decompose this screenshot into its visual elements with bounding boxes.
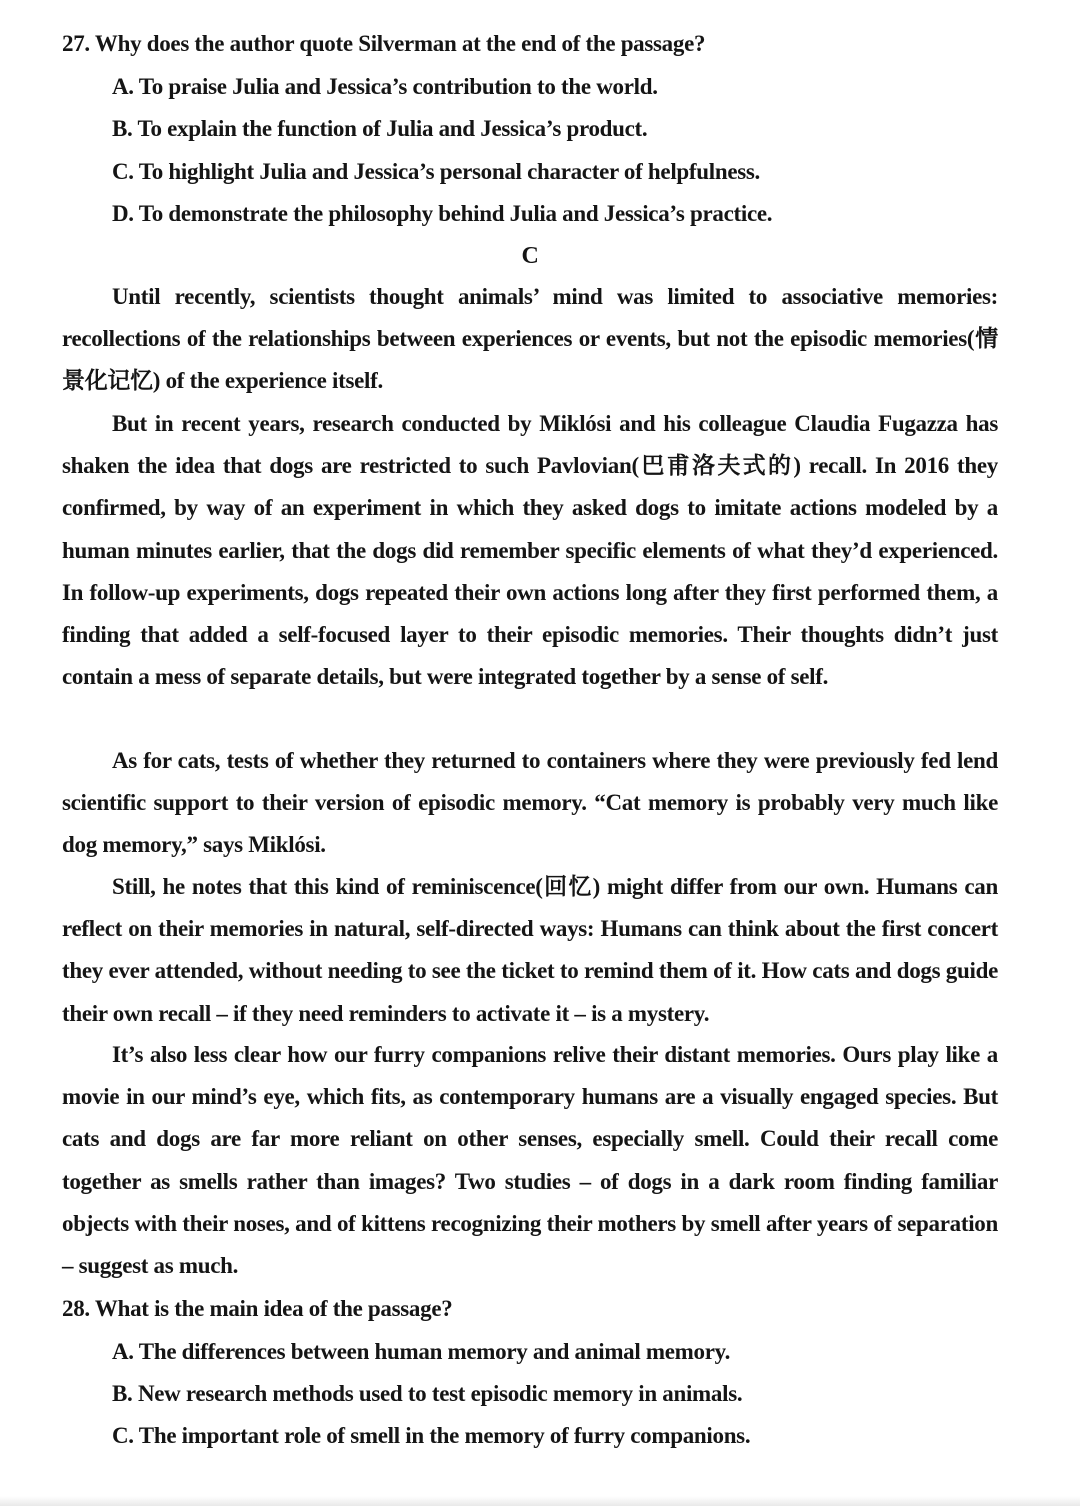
question-27-option-d: D. To demonstrate the philosophy behind Julia and Jessica’s practice. [112,201,773,226]
question-28-option-b: B. New research methods used to test episodic memory in animals. [112,1381,743,1406]
question-28-option-c: C. The important role of smell in the memory of furry companions. [112,1423,751,1448]
question-27-option-b: B. To explain the function of Julia and Jessica’s product. [112,116,648,141]
passage-paragraph-4: Still, he notes that this kind of reminiscence(回忆) might differ from our own. Humans can reflect on their memories in natural, self-directed ways: Humans can think about the first concert they ever attended, without needing to see the ticket to remind them of it. How cats and dogs guide their own recall – if they need reminders to activate it – is a mystery. [62,874,998,1026]
question-27-stem: 27. Why does the author quote Silverman at the end of the passage? [62,31,706,56]
question-27-option-a: A. To praise Julia and Jessica’s contribution to the world. [112,74,658,99]
passage-paragraph-3: As for cats, tests of whether they returned to containers where they were previously fed lend scientific support to their version of episodic memory. “Cat memory is probably very much like dog memory,” says Miklósi. [62,748,998,858]
passage-paragraph-5: It’s also less clear how our furry companions relive their distant memories. Ours play like a movie in our mind’s eye, which fits, as contemporary humans are a visually engaged species. But cats and dogs are far more reliant on other senses, especially smell. Could their recall come together as smells rather than images? Two studies – of dogs in a dark room finding familiar objects with their noses, and of kittens recognizing their mothers by smell after years of separation – suggest as much. [62,1042,998,1279]
passage-paragraph-1: Until recently, scientists thought animals’ mind was limited to associative memories: recollections of the relationships between experiences or events, but not the episodic memories(情景化记忆) of the experience itself. [62,284,998,394]
passage-paragraph-2: But in recent years, research conducted by Miklósi and his colleague Claudia Fugazza has shaken the idea that dogs are restricted to such Pavlovian(巴甫洛夫式的) recall. In 2016 they confirmed, by way of an experiment in which they asked dogs to imitate actions modeled by a human minutes earlier, that the dogs did remember specific elements of what they’d experienced. In follow-up experiments, dogs repeated their own actions long after they first performed them, a finding that added a self-focused layer to their episodic memories. Their thoughts didn’t just contain a mess of separate details, but were integrated together by a sense of self. [62,411,998,690]
question-28-option-a: A. The differences between human memory and animal memory. [112,1339,731,1364]
section-heading: C [521,243,539,269]
question-27-option-c: C. To highlight Julia and Jessica’s personal character of helpfulness. [112,159,760,184]
page-bottom-edge [0,1496,1080,1506]
question-28-stem: 28. What is the main idea of the passage? [62,1296,453,1321]
